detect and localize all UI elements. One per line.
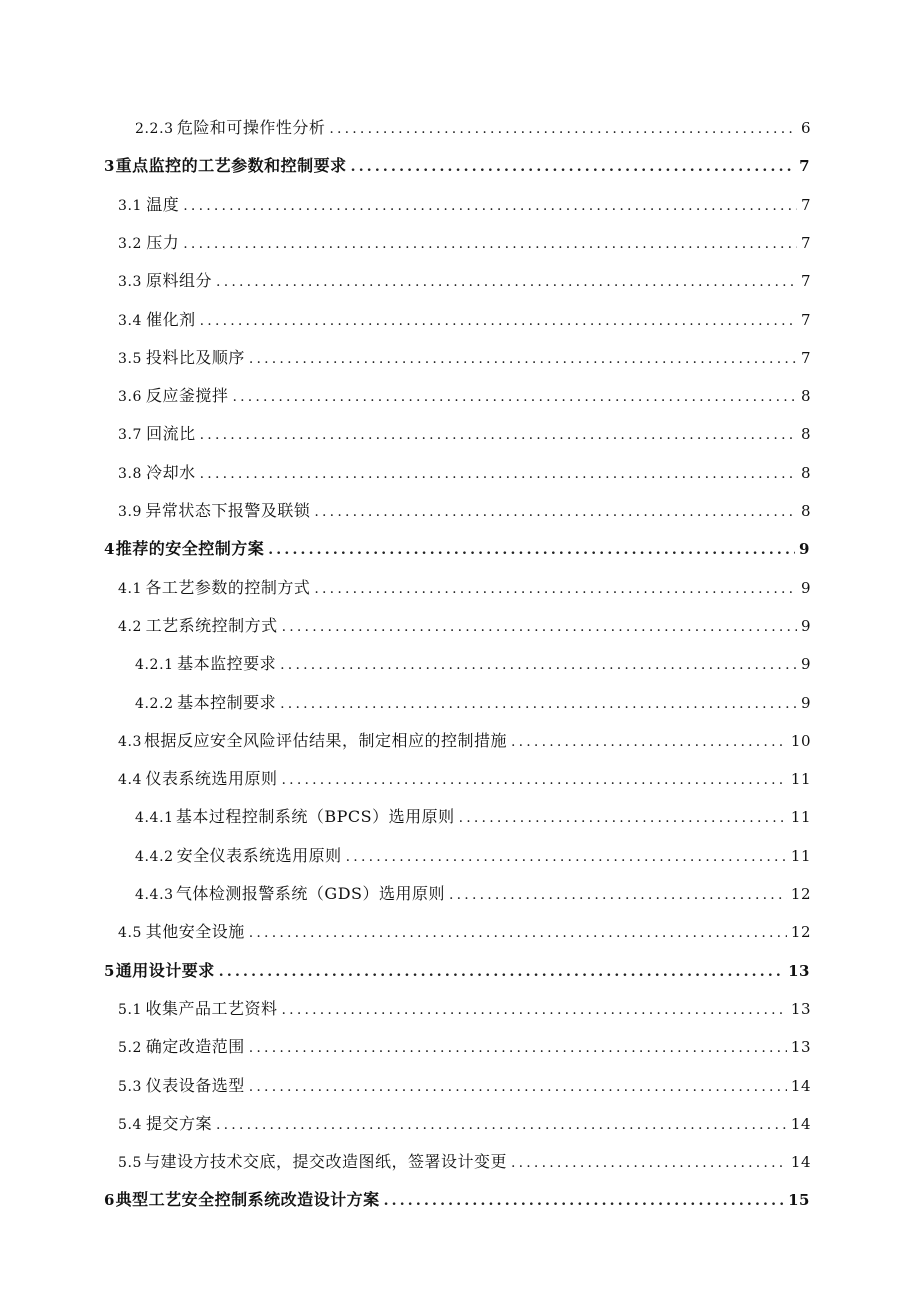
toc-entry-number: 4.1 bbox=[118, 581, 143, 597]
toc-entry-number: 4.2 bbox=[118, 619, 143, 635]
toc-entry-number: 4.5 bbox=[118, 925, 143, 941]
toc-entry[interactable] bbox=[118, 501, 811, 522]
toc-entry-title: 反应釜搅拌 bbox=[145, 386, 229, 405]
toc-dot-leader bbox=[282, 770, 787, 790]
toc-entry-number: 5 bbox=[104, 962, 116, 980]
toc-entry-page-number: 9 bbox=[799, 540, 810, 558]
toc-entry-page-number: 12 bbox=[790, 885, 811, 903]
toc-entry-title: 仪表设备选型 bbox=[145, 1076, 245, 1095]
toc-entry-title: 重点监控的工艺参数和控制要求 bbox=[115, 156, 347, 175]
toc-entry-number: 3.9 bbox=[118, 504, 143, 520]
toc-entry-title: 收集产品工艺资料 bbox=[145, 999, 278, 1018]
toc-entry-title: 根据反应安全风险评估结果，制定相应的控制措施 bbox=[143, 731, 507, 750]
toc-entry[interactable] bbox=[118, 233, 811, 254]
toc-entry-title: 原料组分 bbox=[146, 271, 213, 290]
toc-entry-title: 推荐的安全控制方案 bbox=[115, 539, 265, 558]
toc-dot-leader bbox=[200, 464, 797, 484]
toc-entry[interactable] bbox=[118, 922, 811, 943]
toc-entry-number: 3.7 bbox=[118, 427, 143, 443]
toc-dot-leader bbox=[449, 885, 787, 905]
toc-dot-leader bbox=[282, 1000, 787, 1020]
toc-entry-title: 投料比及顺序 bbox=[145, 348, 245, 367]
toc-entry[interactable] bbox=[104, 1190, 810, 1211]
toc-entry-page-number: 9 bbox=[800, 655, 811, 673]
toc-entry-page-number: 9 bbox=[800, 617, 811, 635]
toc-entry[interactable] bbox=[118, 310, 811, 331]
toc-entry[interactable] bbox=[104, 961, 810, 982]
toc-entry-title: 气体检测报警系统（GDS）选用原则 bbox=[175, 884, 445, 903]
toc-entry-number: 4.4.1 bbox=[135, 810, 174, 826]
toc-dot-leader bbox=[232, 387, 797, 407]
toc-entry-number: 4.4 bbox=[118, 772, 143, 788]
toc-entry-number: 4.4.3 bbox=[135, 887, 174, 903]
toc-entry-number: 3.8 bbox=[118, 466, 143, 482]
toc-entry-page-number: 7 bbox=[800, 272, 811, 290]
toc-entry-title: 压力 bbox=[146, 233, 180, 252]
toc-entry-page-number: 8 bbox=[800, 387, 811, 405]
toc-entry[interactable] bbox=[118, 1037, 811, 1058]
toc-entry-title: 确定改造范围 bbox=[145, 1037, 245, 1056]
toc-entry[interactable] bbox=[135, 118, 811, 139]
toc-dot-leader bbox=[280, 694, 797, 714]
toc-entry[interactable] bbox=[118, 731, 811, 752]
toc-entry[interactable] bbox=[104, 539, 810, 560]
toc-entry[interactable] bbox=[118, 1152, 811, 1173]
toc-dot-leader bbox=[200, 425, 797, 445]
toc-dot-leader bbox=[384, 1191, 785, 1211]
toc-entry[interactable] bbox=[118, 999, 811, 1020]
toc-dot-leader bbox=[216, 1115, 787, 1135]
toc-entry[interactable] bbox=[118, 769, 811, 790]
toc-entry-page-number: 14 bbox=[790, 1153, 811, 1171]
toc-entry-page-number: 13 bbox=[788, 962, 810, 980]
toc-dot-leader bbox=[183, 196, 797, 216]
toc-entry-number: 4.4.2 bbox=[135, 849, 174, 865]
toc-entry-number: 5.2 bbox=[118, 1040, 143, 1056]
toc-entry-page-number: 7 bbox=[799, 157, 810, 175]
toc-entry-page-number: 13 bbox=[790, 1000, 811, 1018]
toc-entry-page-number: 8 bbox=[800, 464, 811, 482]
toc-entry-page-number: 7 bbox=[800, 311, 811, 329]
toc-entry-page-number: 14 bbox=[790, 1077, 811, 1095]
toc-entry-page-number: 12 bbox=[790, 923, 811, 941]
toc-entry[interactable] bbox=[135, 846, 811, 867]
toc-entry-number: 2.2.3 bbox=[135, 121, 174, 137]
toc-entry-title: 基本控制要求 bbox=[177, 693, 277, 712]
toc-entry-number: 3 bbox=[104, 157, 116, 175]
toc-dot-leader bbox=[268, 540, 795, 560]
toc-entry-title: 异常状态下报警及联锁 bbox=[145, 501, 311, 520]
toc-entry-number: 3.5 bbox=[118, 351, 143, 367]
toc-entry[interactable] bbox=[104, 156, 810, 177]
toc-dot-leader bbox=[459, 808, 787, 828]
toc-entry[interactable] bbox=[118, 271, 811, 292]
toc-entry[interactable] bbox=[118, 616, 811, 637]
toc-entry[interactable] bbox=[118, 386, 811, 407]
toc-entry-number: 4.2.2 bbox=[135, 696, 174, 712]
toc-dot-leader bbox=[216, 272, 797, 292]
toc-entry-title: 典型工艺安全控制系统改造设计方案 bbox=[115, 1190, 380, 1209]
toc-entry-title: 冷却水 bbox=[146, 463, 196, 482]
toc-entry-number: 3.1 bbox=[118, 198, 143, 214]
toc-entry-page-number: 7 bbox=[800, 196, 811, 214]
toc-dot-leader bbox=[249, 349, 797, 369]
toc-entry-title: 催化剂 bbox=[146, 310, 196, 329]
toc-entry[interactable] bbox=[135, 807, 811, 828]
toc-dot-leader bbox=[183, 234, 797, 254]
toc-entry-title: 各工艺参数的控制方式 bbox=[145, 578, 311, 597]
toc-entry-number: 5.3 bbox=[118, 1079, 143, 1095]
toc-entry-number: 5.1 bbox=[118, 1002, 143, 1018]
toc-entry[interactable] bbox=[118, 348, 811, 369]
toc-entry-title: 安全仪表系统选用原则 bbox=[176, 846, 342, 865]
toc-entry-title: 提交方案 bbox=[145, 1114, 212, 1133]
toc-entry-page-number: 11 bbox=[790, 808, 811, 826]
toc-entry-number: 3.2 bbox=[118, 236, 143, 252]
toc-entry-title: 其他安全设施 bbox=[145, 922, 245, 941]
toc-entry[interactable] bbox=[118, 424, 811, 445]
toc-dot-leader bbox=[282, 617, 797, 637]
toc-dot-leader bbox=[511, 1153, 787, 1173]
toc-dot-leader bbox=[314, 579, 797, 599]
toc-dot-leader bbox=[280, 655, 797, 675]
toc-entry-page-number: 14 bbox=[790, 1115, 811, 1133]
toc-entry-title: 温度 bbox=[146, 195, 180, 214]
toc-entry-title: 危险和可操作性分析 bbox=[176, 118, 326, 137]
toc-entry-page-number: 13 bbox=[790, 1038, 811, 1056]
toc-entry[interactable] bbox=[118, 578, 811, 599]
toc-entry-title: 基本监控要求 bbox=[177, 654, 277, 673]
toc-dot-leader bbox=[511, 732, 787, 752]
toc-entry-page-number: 15 bbox=[788, 1191, 810, 1209]
toc-dot-leader bbox=[249, 1077, 787, 1097]
toc-dot-leader bbox=[249, 923, 787, 943]
toc-entry-title: 仪表系统选用原则 bbox=[145, 769, 278, 788]
toc-dot-leader bbox=[200, 311, 797, 331]
toc-dot-leader bbox=[249, 1038, 787, 1058]
toc-entry-page-number: 7 bbox=[800, 349, 811, 367]
toc-entry[interactable] bbox=[135, 884, 811, 905]
toc-entry[interactable] bbox=[135, 654, 811, 675]
toc-entry-page-number: 6 bbox=[800, 119, 811, 137]
toc-entry-page-number: 8 bbox=[800, 502, 811, 520]
toc-entry-title: 基本过程控制系统（BPCS）选用原则 bbox=[175, 807, 455, 826]
toc-dot-leader bbox=[346, 847, 787, 867]
toc-entry[interactable] bbox=[118, 463, 811, 484]
toc-entry-page-number: 9 bbox=[800, 579, 811, 597]
toc-entry-number: 5.4 bbox=[118, 1117, 143, 1133]
toc-entry[interactable] bbox=[135, 693, 811, 714]
toc-entry-title: 工艺系统控制方式 bbox=[145, 616, 278, 635]
toc-entry-page-number: 8 bbox=[800, 425, 811, 443]
toc-entry-title: 通用设计要求 bbox=[115, 961, 215, 980]
toc-dot-leader bbox=[351, 157, 795, 177]
toc-entry-number: 3.3 bbox=[118, 274, 143, 290]
toc-entry-page-number: 11 bbox=[790, 770, 811, 788]
toc-dot-leader bbox=[329, 119, 797, 139]
toc-entry-number: 5.5 bbox=[118, 1155, 143, 1171]
toc-entry-number: 4.3 bbox=[118, 734, 143, 750]
toc-entry[interactable] bbox=[118, 195, 811, 216]
toc-entry-title: 回流比 bbox=[146, 424, 196, 443]
toc-entry-page-number: 7 bbox=[800, 234, 811, 252]
toc-entry-number: 3.4 bbox=[118, 313, 143, 329]
toc-entry[interactable] bbox=[118, 1114, 811, 1135]
toc-entry-page-number: 10 bbox=[790, 732, 811, 750]
toc-entry[interactable] bbox=[118, 1076, 811, 1097]
toc-entry-number: 3.6 bbox=[118, 389, 143, 405]
toc-entry-number: 4.2.1 bbox=[135, 657, 174, 673]
toc-entry-title: 与建设方技术交底，提交改造图纸，签署设计变更 bbox=[143, 1152, 507, 1171]
toc-entry-number: 6 bbox=[104, 1191, 116, 1209]
toc-dot-leader bbox=[219, 962, 784, 982]
toc-entry-number: 4 bbox=[104, 540, 116, 558]
toc-entry-page-number: 9 bbox=[800, 694, 811, 712]
toc-dot-leader bbox=[314, 502, 797, 522]
toc-entry-page-number: 11 bbox=[790, 847, 811, 865]
